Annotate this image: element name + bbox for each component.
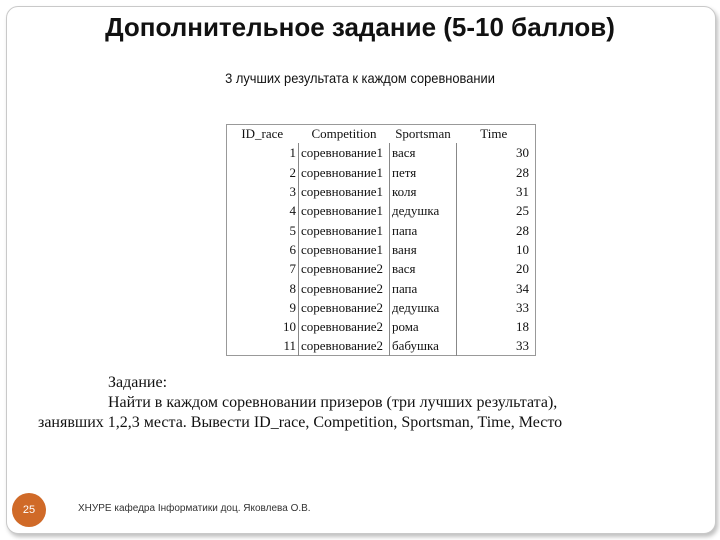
cell-time: 33 [457, 336, 532, 355]
cell-sportsman: вася [390, 259, 457, 278]
cell-sportsman: рома [390, 317, 457, 336]
cell-sportsman: бабушка [390, 336, 457, 355]
header-time: Time [480, 126, 508, 142]
page-number-badge: 25 [12, 493, 46, 527]
cell-id-race: 5 [289, 222, 296, 238]
table-row [226, 259, 531, 278]
cell-id-race: 2 [289, 164, 296, 180]
cell-competition: соревнование1 [299, 143, 390, 162]
table-row [226, 240, 531, 259]
table-row [226, 143, 531, 162]
cell-id-race: 8 [289, 280, 296, 296]
slide-subtitle: 3 лучших результата к каждом соревновании [225, 70, 495, 86]
results-table [226, 124, 531, 356]
cell-id-race: 7 [289, 261, 296, 277]
cell-competition: соревнование1 [299, 240, 390, 259]
cell-sportsman: коля [390, 182, 457, 201]
task-line-1: Найти в каждом соревновании призеров (три лучших результата), [108, 394, 558, 411]
slide-title: Дополнительное задание (5-10 баллов) [105, 12, 615, 42]
cell-competition: соревнование1 [299, 163, 390, 182]
table-row [226, 317, 531, 336]
table-row [226, 182, 531, 201]
cell-time: 28 [457, 163, 532, 182]
cell-sportsman: дедушка [390, 201, 457, 220]
cell-competition: соревнование2 [299, 298, 390, 317]
table-row [226, 298, 531, 317]
cell-competition: соревнование2 [299, 336, 390, 355]
cell-time: 30 [457, 143, 532, 162]
cell-id-race: 4 [289, 203, 296, 219]
cell-sportsman: ваня [390, 240, 457, 259]
cell-id-race: 9 [289, 299, 296, 315]
cell-time: 18 [457, 317, 532, 336]
cell-time: 33 [457, 298, 532, 317]
cell-sportsman: папа [390, 278, 457, 297]
footer-author: ХНУРЕ кафедра Інформатики доц. Яковлева О.В. [78, 503, 311, 514]
cell-competition: соревнование2 [299, 259, 390, 278]
cell-time: 28 [457, 220, 532, 239]
header-id-race: ID_race [241, 126, 284, 142]
cell-competition: соревнование2 [299, 278, 390, 297]
cell-sportsman: вася [390, 143, 457, 162]
cell-time: 31 [457, 182, 532, 201]
table-row [226, 278, 531, 297]
table-row [226, 201, 531, 220]
cell-sportsman: папа [390, 220, 457, 239]
header-competition: Competition [311, 126, 377, 142]
cell-competition: соревнование1 [299, 182, 390, 201]
cell-sportsman: дедушка [390, 298, 457, 317]
cell-time: 20 [457, 259, 532, 278]
cell-id-race: 10 [283, 319, 296, 335]
cell-competition: соревнование1 [299, 201, 390, 220]
cell-id-race: 1 [289, 145, 296, 161]
cell-time: 10 [457, 240, 532, 259]
cell-id-race: 6 [289, 241, 296, 257]
cell-competition: соревнование1 [299, 220, 390, 239]
cell-sportsman: петя [390, 163, 457, 182]
table-header-row [226, 124, 531, 143]
header-sportsman: Sportsman [395, 126, 451, 142]
cell-time: 25 [457, 201, 532, 220]
table-row [226, 220, 531, 239]
task-heading: Задание: [108, 374, 168, 391]
cell-competition: соревнование2 [299, 317, 390, 336]
cell-id-race: 3 [289, 184, 296, 200]
table-row [226, 336, 531, 355]
table-row [226, 163, 531, 182]
cell-id-race: 11 [283, 338, 296, 354]
task-line-2: занявших 1,2,3 места. Вывести ID_race, Competition, Sportsman, Time, Место [38, 414, 563, 431]
cell-time: 34 [457, 278, 532, 297]
